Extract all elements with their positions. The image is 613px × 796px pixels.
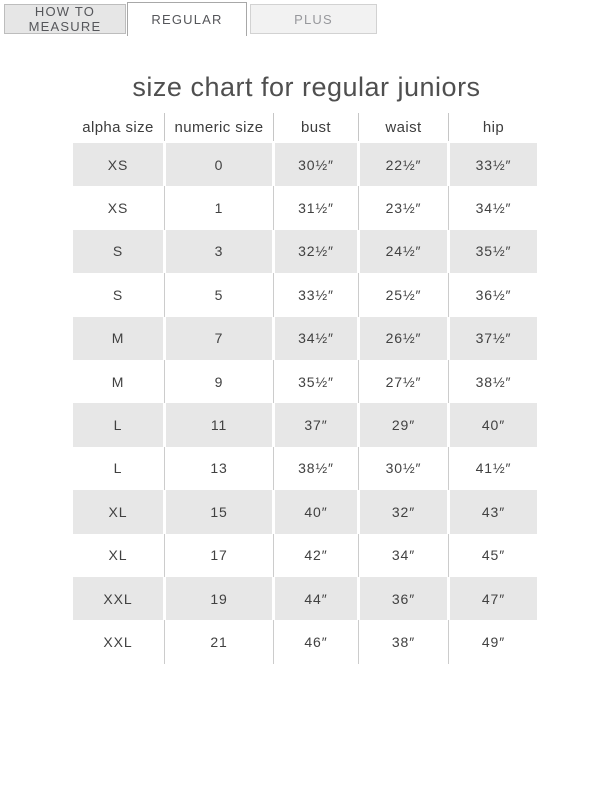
table-cell: 45″ [481, 547, 506, 564]
table-cell: 5 [214, 286, 224, 303]
table-row [73, 360, 537, 403]
table-cell: 49″ [481, 633, 506, 650]
table-cell: 31½″ [298, 200, 334, 217]
table-cell: 37½″ [450, 317, 537, 360]
table-cell: 27½″ [385, 373, 422, 390]
table-cell: 26½″ [360, 317, 447, 360]
table-cell: 21 [210, 633, 228, 650]
table-cell: M [73, 317, 163, 360]
table-cell: 33½″ [450, 143, 537, 186]
table-row [73, 186, 537, 229]
tab-how-to-measure[interactable]: HOW TO MEASURE [4, 4, 126, 34]
table-cell: L [73, 403, 163, 446]
table-cell: XL [73, 490, 163, 533]
table-cell: 32″ [360, 490, 447, 533]
table-cell: 38½″ [298, 460, 334, 477]
table-row [73, 143, 537, 186]
table-cell: 15 [166, 490, 272, 533]
table-cell: 34½″ [275, 317, 357, 360]
table-cell: 30½″ [275, 143, 357, 186]
table-cell: S [112, 286, 124, 303]
table-cell: 38″ [391, 633, 416, 650]
table-cell: 34½″ [475, 200, 512, 217]
table-cell: 7 [166, 317, 272, 360]
table-cell: 40″ [450, 403, 537, 446]
table-cell: XXL [103, 633, 133, 650]
table-cell: 46″ [304, 633, 328, 650]
table-cell: 0 [166, 143, 272, 186]
page-title: size chart for regular juniors [132, 72, 481, 102]
table-header-row [73, 113, 537, 141]
table-row [73, 534, 537, 577]
table-cell: 19 [166, 577, 272, 620]
table-cell: 3 [166, 230, 272, 273]
table-cell: 11 [166, 403, 272, 446]
table-row [73, 490, 537, 533]
table-cell: 25½″ [385, 286, 422, 303]
column-header: waist [385, 118, 422, 136]
table-cell: 29″ [360, 403, 447, 446]
table-cell: 40″ [275, 490, 357, 533]
table-cell: 36½″ [475, 286, 512, 303]
table-row [73, 273, 537, 316]
table-cell: XXL [73, 577, 163, 620]
table-cell: 36″ [360, 577, 447, 620]
table-cell: 23½″ [385, 200, 422, 217]
table-row [73, 403, 537, 446]
table-cell: XS [73, 143, 163, 186]
table-cell: 1 [214, 200, 224, 217]
table-row [73, 620, 537, 663]
table-cell: 17 [210, 547, 228, 564]
table-cell: 9 [214, 373, 224, 390]
table-cell: L [113, 460, 123, 477]
size-chart-table [73, 113, 537, 664]
table-cell: XL [108, 547, 128, 564]
table-cell: 42″ [304, 547, 328, 564]
table-cell: 43″ [450, 490, 537, 533]
table-row [73, 577, 537, 620]
column-header: bust [301, 118, 331, 136]
column-header: hip [482, 118, 505, 136]
tab-plus[interactable]: PLUS [250, 4, 377, 34]
table-row [73, 317, 537, 360]
table-cell: 30½″ [385, 460, 422, 477]
table-cell: 34″ [391, 547, 416, 564]
table-cell: 44″ [275, 577, 357, 620]
table-cell: 13 [210, 460, 228, 477]
table-cell: 38½″ [475, 373, 512, 390]
column-header: alpha size [82, 118, 154, 136]
table-cell: S [73, 230, 163, 273]
tab-bar [0, 0, 613, 36]
table-cell: 37″ [275, 403, 357, 446]
table-cell: 22½″ [360, 143, 447, 186]
table-cell: 47″ [450, 577, 537, 620]
table-cell: 33½″ [298, 286, 334, 303]
table-cell: 35½″ [450, 230, 537, 273]
table-cell: 24½″ [360, 230, 447, 273]
table-row [73, 230, 537, 273]
table-cell: XS [107, 200, 129, 217]
table-cell: 41½″ [475, 460, 512, 477]
table-cell: 35½″ [298, 373, 334, 390]
table-cell: M [111, 373, 125, 390]
tab-regular[interactable]: REGULAR [127, 2, 247, 36]
table-row [73, 447, 537, 490]
column-header: numeric size [174, 118, 264, 136]
table-cell: 32½″ [275, 230, 357, 273]
